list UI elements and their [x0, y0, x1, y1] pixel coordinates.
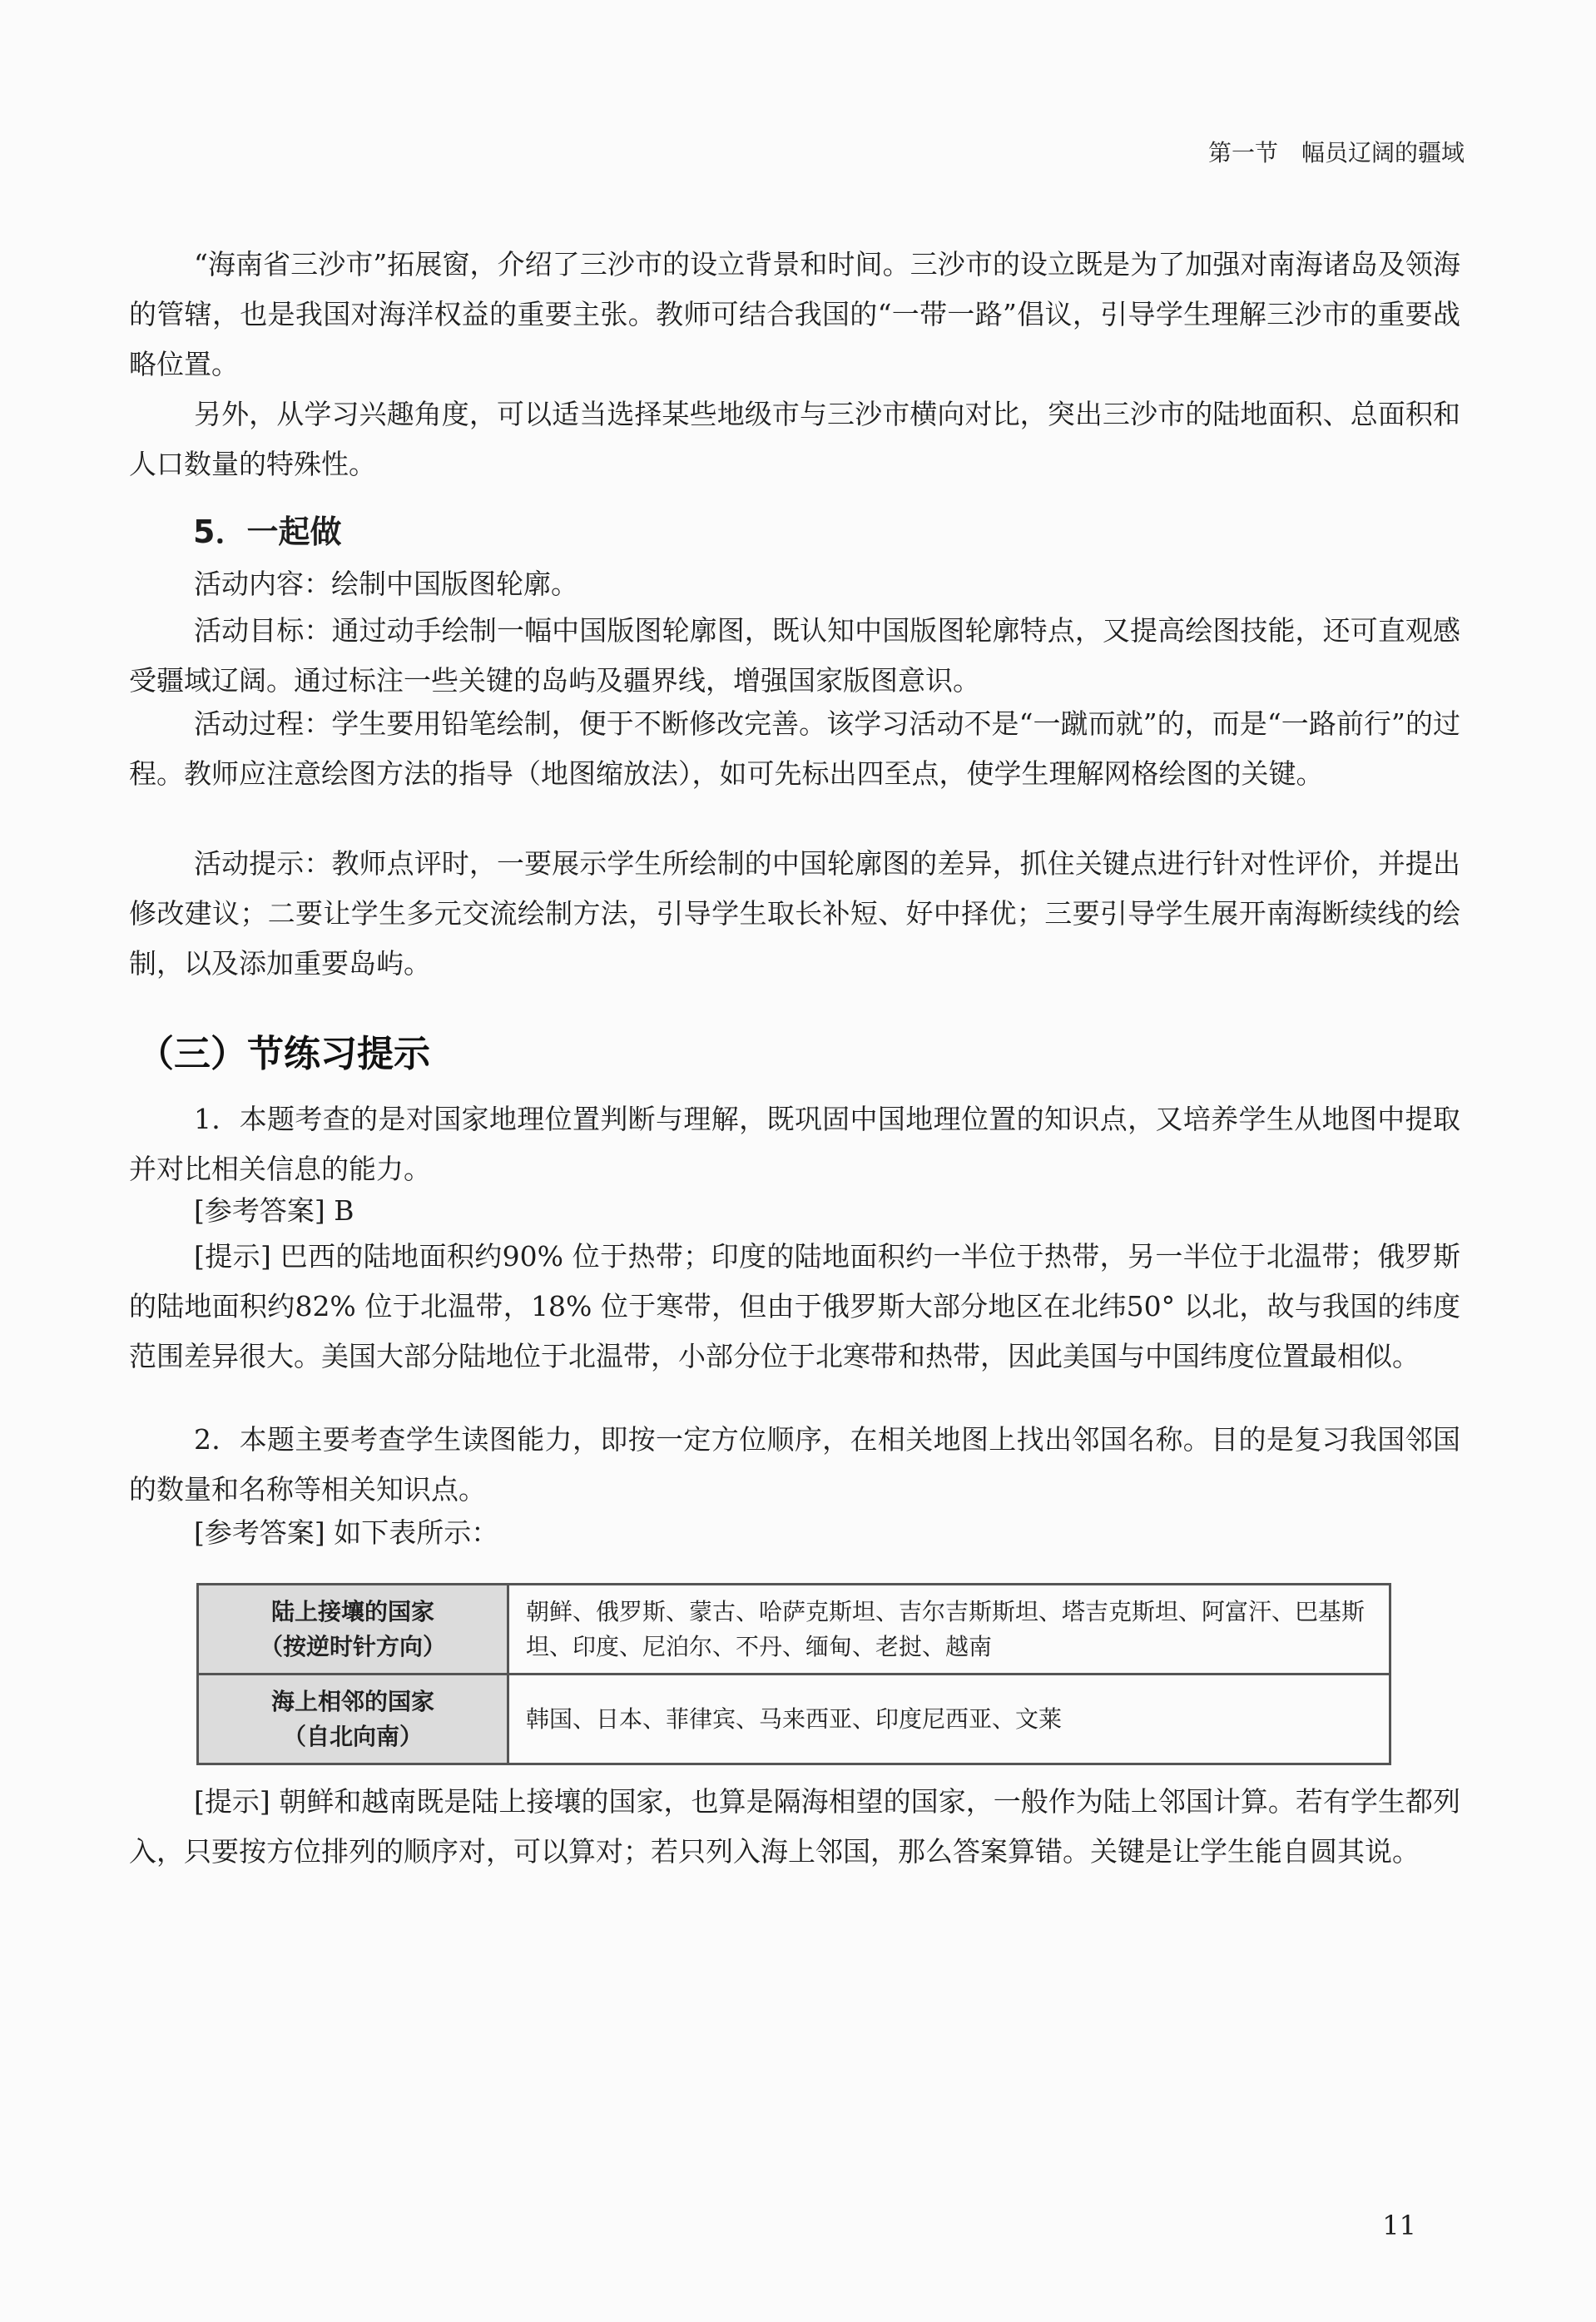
activity-goal: 活动目标：通过动手绘制一幅中国版图轮廓图，既认知中国版图轮廓特点，又提高绘图技能，还可直观感受疆域辽阔。通过标注一些关键的岛屿及疆界线，增强国家版图意识。: [129, 614, 1460, 697]
table-value-cell: 韩国、日本、菲律宾、马来西亚、印度尼西亚、文莱: [508, 1675, 1390, 1764]
label-line-1: 海上相邻的国家: [270, 1687, 434, 1715]
activity-content: 活动内容：绘制中国版图轮廓。: [194, 568, 578, 600]
activity-tips: 活动提示：教师点评时，一要展示学生所绘制的中国轮廓图的差异，抓住关键点进行针对性评价，并提出修改建议；二要让学生多元交流绘制方法，引导学生取长补短、好中择优；三要引导学生展开南海断续线的绘制，以及添加重要岛屿。: [129, 847, 1460, 980]
table-label-cell: [198, 1675, 508, 1764]
activity-process: 活动过程：学生要用铅笔绘制，便于不断修改完善。该学习活动不是“一蹴而就”的，而是“一路前行”的过程。教师应注意绘图方法的指导（地图缩放法），如可先标出四至点，使学生理解网格绘图的关键。: [129, 707, 1460, 790]
neighbors-table: [196, 1583, 1391, 1765]
q2-hint: [提示] 朝鲜和越南既是陆上接壤的国家，也算是隔海相望的国家，一般作为陆上邻国计算。若有学生都列入，只要按方位排列的顺序对，可以算对；若只列入海上邻国，那么答案算错。关键是让学生能自圆其说。: [129, 1785, 1460, 1868]
section-title: （三）节练习提示: [137, 1033, 430, 1075]
table-row: [198, 1585, 1390, 1675]
header-title: 幅员辽阔的疆域: [1301, 139, 1465, 166]
q1-intro: 1．本题考查的是对国家地理位置判断与理解，既巩固中国地理位置的知识点，又培养学生从地图中提取并对比相关信息的能力。: [129, 1103, 1460, 1185]
page-number: 11: [1382, 2210, 1416, 2241]
running-head: [1208, 135, 1465, 168]
q1-answer: [参考答案] B: [194, 1194, 354, 1227]
label-line-1: 陆上接壤的国家: [270, 1597, 434, 1625]
activity-heading: 5．一起做: [193, 514, 342, 550]
label-line-2: （自北向南）: [282, 1722, 423, 1750]
header-section: 第一节: [1207, 139, 1278, 166]
table-value-cell: 朝鲜、俄罗斯、蒙古、哈萨克斯坦、吉尔吉斯斯坦、塔吉克斯坦、阿富汗、巴基斯坦、印度、尼泊尔、不丹、缅甸、老挝、越南: [508, 1585, 1390, 1675]
table-row: [198, 1675, 1390, 1764]
q2-intro: 2．本题主要考查学生读图能力，即按一定方位顺序，在相关地图上找出邻国名称。目的是复习我国邻国的数量和名称等相关知识点。: [129, 1423, 1460, 1506]
q2-answer: [参考答案] 如下表所示：: [194, 1516, 499, 1549]
intro-paragraph-1: “海南省三沙市”拓展窗，介绍了三沙市的设立背景和时间。三沙市的设立既是为了加强对南海诸岛及领海的管辖，也是我国对海洋权益的重要主张。教师可结合我国的“一带一路”倡议，引导学生理解三沙市的重要战略位置。: [129, 248, 1460, 380]
q1-hint: [提示] 巴西的陆地面积约90% 位于热带；印度的陆地面积约一半位于热带，另一半位于北温带；俄罗斯的陆地面积约82% 位于北温带，18% 位于寒带，但由于俄罗斯大部分地区在北纬50° 以北，故与我国的纬度范围差异很大。美国大部分陆地位于北温带，小部分位于北寒带和热带，因此美国与中国纬度位置最相似。: [129, 1240, 1460, 1372]
label-line-2: （按逆时针方向）: [259, 1632, 446, 1660]
table-label-cell: [198, 1585, 508, 1675]
intro-paragraph-2: 另外，从学习兴趣角度，可以适当选择某些地级市与三沙市横向对比，突出三沙市的陆地面积、总面积和人口数量的特殊性。: [129, 398, 1460, 480]
